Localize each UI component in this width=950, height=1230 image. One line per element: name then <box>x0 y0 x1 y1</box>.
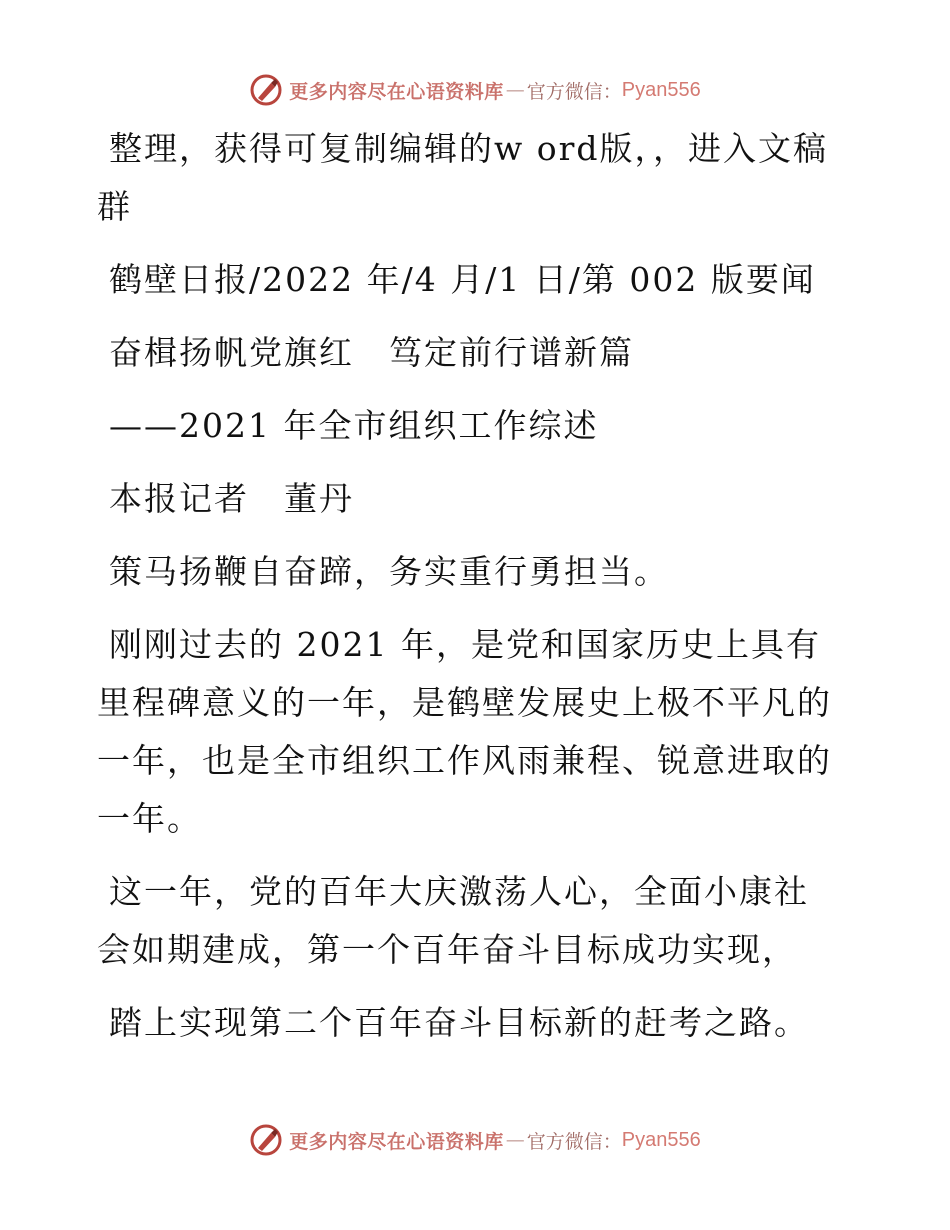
watermark-wechat-id: Pyan556 <box>621 1128 701 1151</box>
watermark-separator: — <box>505 79 525 101</box>
paragraph-source-line: 鹤壁日报/2022 年/4 月/1 日/第 002 版要闻 <box>109 260 816 299</box>
article-title: 奋楫扬帆党旗红 笃定前行谱新篇 <box>109 333 634 372</box>
paragraph-body-3: 踏上实现第二个百年奋斗目标新的赶考之路。 <box>109 1003 809 1042</box>
paragraph-body-1: 刚刚过去的 2021 年，是党和国家历史上具有里程碑意义的一年，是鹤壁发展史上极不平凡的一年，也是全市组织工作风雨兼程、锐意进取的一年。 <box>97 625 832 838</box>
watermark-brand-text: 更多内容尽在心语资料库 <box>289 1130 504 1153</box>
watermark-wechat-label: 官方微信： <box>526 1130 622 1153</box>
watermark-brand-text: 更多内容尽在心语资料库 <box>289 80 504 103</box>
pen-nib-logo-icon <box>249 1123 283 1157</box>
article-byline: 本报记者 董丹 <box>109 479 354 518</box>
document-body <box>97 120 837 1067</box>
header-watermark <box>0 70 950 110</box>
article-subtitle: ——2021 年全市组织工作综述 <box>109 406 599 445</box>
pen-nib-logo-icon <box>249 73 283 107</box>
watermark-wechat-id: Pyan556 <box>621 78 701 101</box>
paragraph-notice: 整理，获得可复制编辑的w ord版，，进入文稿群 <box>97 129 829 226</box>
watermark-separator: — <box>505 1129 525 1151</box>
footer-watermark <box>0 1120 950 1160</box>
watermark-wechat-label: 官方微信： <box>526 80 622 103</box>
paragraph-lead: 策马扬鞭自奋蹄，务实重行勇担当。 <box>109 552 669 591</box>
paragraph-body-2: 这一年，党的百年大庆激荡人心，全面小康社会如期建成，第一个百年奋斗目标成功实现， <box>97 872 809 969</box>
